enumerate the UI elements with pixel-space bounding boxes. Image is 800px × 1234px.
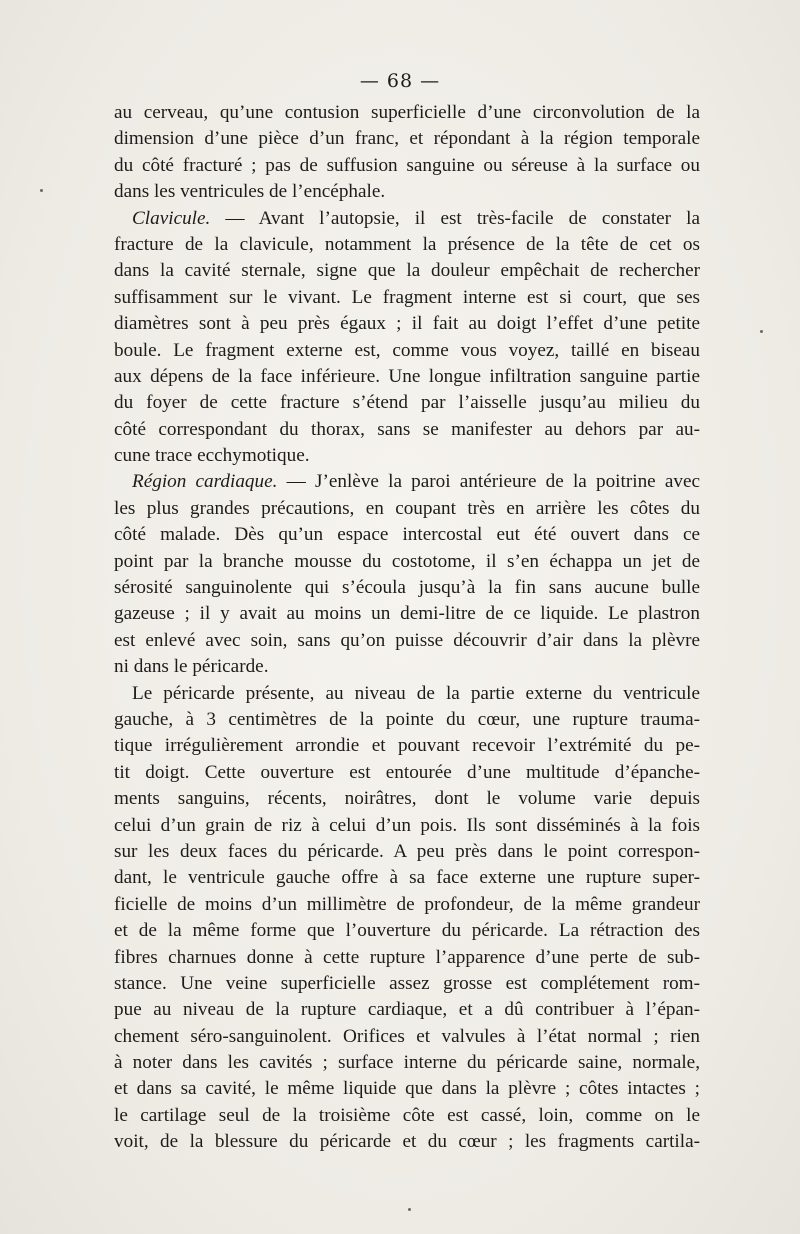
text-line: dant, le ventricule gauche offre à sa face externe une rupture super- <box>114 867 700 889</box>
text-line: celui d’un grain de riz à celui d’un pois. Ils sont disséminés à la fois <box>114 814 700 836</box>
text-line: les plus grandes précautions, en coupant très en arrière les côtes du <box>114 497 700 519</box>
text-line: ni dans le péricarde. <box>114 656 269 678</box>
text-line: tit doigt. Cette ouverture est entourée d’une multitude d’épanche- <box>114 761 700 783</box>
text-line: sur les deux faces du péricarde. A peu près dans le point correspon- <box>114 840 700 862</box>
text-line: gauche, à 3 centimètres de la pointe du cœur, une rupture trauma- <box>114 708 700 730</box>
section-heading-clavicule: Clavicule. <box>132 207 211 229</box>
text-line: côté correspondant du thorax, sans se manifester au dehors par au- <box>114 418 700 440</box>
text-line: gazeuse ; il y avait au moins un demi-litre de ce liquide. Le plastron <box>114 603 700 625</box>
text-span: — Avant l’autopsie, il est très-facile de constater la <box>210 207 700 229</box>
text-line: le cartilage seul de la troisième côte est cassé, loin, comme on le <box>114 1104 700 1126</box>
text-line: stance. Une veine superficielle assez grosse est complétement rom- <box>114 972 700 994</box>
paper-speck <box>40 189 43 192</box>
text-line: dans les ventricules de l’encéphale. <box>114 181 386 203</box>
page-body <box>114 100 700 1156</box>
text-line: ficielle de moins d’un millimètre de profondeur, de la même grandeur <box>114 893 700 915</box>
text-line: cune trace ecchymotique. <box>114 445 310 467</box>
text-line: chement séro-sanguinolent. Orifices et valvules à l’état normal ; rien <box>114 1025 700 1047</box>
text-line: et de la même forme que l’ouverture du péricarde. La rétraction des <box>114 920 700 942</box>
paper-speck <box>408 1208 411 1211</box>
text-line: du côté fracturé ; pas de suffusion sanguine ou séreuse à la surface ou <box>114 154 700 176</box>
page-number: — 68 — <box>359 70 441 92</box>
text-line: point par la branche mousse du costotome, il s’en échappa un jet de <box>114 550 700 572</box>
text-line: du foyer de cette fracture s’étend par l’aisselle jusqu’au milieu du <box>114 392 700 414</box>
section-heading-region-cardiaque: Région cardiaque. <box>132 471 278 493</box>
text-line: dimension d’une pièce d’un franc, et répondant à la région temporale <box>114 128 700 150</box>
text-line: au cerveau, qu’une contusion superficielle d’une circonvolution de la <box>114 102 700 123</box>
text-line: et dans sa cavité, le même liquide que dans la plèvre ; côtes intactes ; <box>114 1078 700 1100</box>
text-line: voit, de la blessure du péricarde et du cœur ; les fragments cartila- <box>114 1131 700 1153</box>
text-line: Le péricarde présente, au niveau de la partie externe du ventricule <box>132 682 700 704</box>
text-line: ments sanguins, récents, noirâtres, dont le volume varie depuis <box>114 788 700 810</box>
text-line: à noter dans les cavités ; surface interne du péricarde saine, normale, <box>114 1052 700 1074</box>
text-line: tique irrégulièrement arrondie et pouvant recevoir l’extrémité du pe- <box>114 735 700 757</box>
text-line: est enlevé avec soin, sans qu’on puisse découvrir d’air dans la plèvre <box>114 629 700 651</box>
section-clavicule-line <box>114 206 700 232</box>
text-line: diamètres sont à peu près égaux ; il fait au doigt l’effet d’une petite <box>114 313 700 335</box>
paper-speck <box>760 330 763 333</box>
section-region-cardiaque-line <box>114 469 700 495</box>
text-line: pue au niveau de la rupture cardiaque, et a dû contribuer à l’épan- <box>114 999 700 1021</box>
text-line: boule. Le fragment externe est, comme vous voyez, taillé en biseau <box>114 339 700 361</box>
text-span: — J’enlève la paroi antérieure de la poitrine avec <box>277 471 700 493</box>
text-line: sérosité sanguinolente qui s’écoula jusqu’à la fin sans aucune bulle <box>114 577 700 599</box>
text-line: suffisamment sur le vivant. Le fragment interne est si court, que ses <box>114 286 700 308</box>
text-line: côté malade. Dès qu’un espace intercostal eut été ouvert dans ce <box>114 524 700 546</box>
text-line: fracture de la clavicule, notamment la présence de la tête de cet os <box>114 233 700 255</box>
text-line: dans la cavité sternale, signe que la douleur empêchait de rechercher <box>114 260 700 282</box>
text-line: aux dépens de la face inférieure. Une longue infiltration sanguine partie <box>114 365 700 387</box>
text-line: fibres charnues donne à cette rupture l’apparence d’une perte de sub- <box>114 946 700 968</box>
